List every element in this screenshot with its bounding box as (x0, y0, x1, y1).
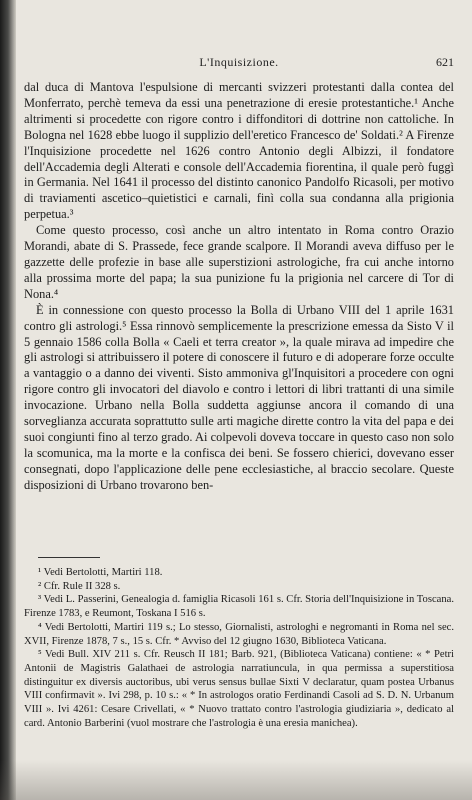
paragraph: dal duca di Mantova l'espulsione di mercanti svizzeri protestanti dalla contea del Monferrato, perchè temeva da essi una penetrazione di eresie protestantiche.¹ Anche altrimenti si procedette con rigore contro i diffonditori di dottrine non cattoliche. In Bologna nel 1628 ebbe luogo il supplizio dell'eretico Francesco de' Soldati.² A Firenze l'Inquisizione procedette nel 1626 contro Antonio degli Albizzi, il fondatore dell'Accademia degli Alterati e console dell'Accademia fiorentina, il quale però fuggì in Germania. Nel 1641 il processo del distinto canonico Pandolfo Ricasoli, per motivo di traviamenti ascetico–quietistici e carnali, finì colla sua condanna alla prigionia perpetua.³ (24, 80, 454, 222)
footnote: ⁴ Vedi Bertolotti, Martiri 119 s.; Lo stesso, Giornalisti, astrologhi e negromanti in Roma nel sec. XVII, Firenze 1878, 7 s., 15 s. Cfr. * Avviso del 12 giugno 1630, Biblioteca Vaticana. (24, 621, 454, 647)
footnote-separator (38, 557, 100, 558)
page-number: 621 (436, 55, 454, 69)
paragraph: È in connessione con questo processo la Bolla di Urbano VIII del 1 aprile 1631 contro gli astrologi.⁵ Essa rinnovò semplicemente la prescrizione emessa da Sisto V il 5 gennaio 1586 colla Bolla « Caeli et terra creator », la quale mirava ad impedire che gli astrologi si attribuissero il potere di conoscere il futuro e di adoperare forze occulte a vantaggio o a danno dei viventi. Sisto ammoniva gl'Inquisitori a procedere con ogni rigore contro gli invocatori del diavolo e contro i lettori di libri trattanti di una simile invocazione. Urbano nella Bolla suddetta aggiunse ancora il comando di una sorveglianza accurata soprattutto sulle arti magiche dirette contro la vita del papa e dei suoi congiunti fino al terzo grado. Ai colpevoli doveva toccare in questo caso non solo la scomunica, ma la morte e la confisca dei beni. Se fossero chierici, dovevano esser consegnati, dopo l'applicazione delle pene ecclesiastiche, al braccio secolare. Queste disposizioni di Urbano trovarono ben- (24, 302, 454, 492)
footnotes (24, 566, 454, 730)
footnote: ¹ Vedi Bertolotti, Martiri 118. (38, 567, 163, 578)
paragraph: Come questo processo, così anche un altro intentato in Roma contro Orazio Morandi, abate di S. Prassede, fece grande scalpore. Il Morandi aveva diffuso per le gazzette delle profezie in base alle superstizioni astrologiche, fra cui anche intorno alla prossima morte del papa; la sua punizione fu la prigionia nel carcere di Tor di Nona.⁴ (24, 223, 454, 301)
page-bottom-shade (0, 760, 472, 800)
footnote: ² Cfr. Rule II 328 s. (38, 580, 121, 592)
book-gutter-shadow (0, 0, 16, 800)
footnote: ⁵ Vedi Bull. XIV 211 s. Cfr. Reusch II 181; Barb. 921, (Biblioteca Vaticana) contiene: « * Petri Antonii de Magistris Galathaei de astrologia narratiuncula, in qua permissa a superstitiosa distinguitur ex diversis auctoribus, ubi verus sensus bullae Sixti V declaratur, quam postea Urbanus VIII confirmavit ». Ivi 298, p. 10 s.: « * In astrologos oratio Ferdinandi Casoli ad S. D. N. Urbanum VIII ». Ivi 4261: Cesare Crivellati, « * Nuovo trattato contro l'astrologia giudiziaria », dedicato al card. Antonio Barberini (vuol mostrare che l'astrologia è una eresia manichea). (24, 649, 454, 729)
main-text (24, 80, 454, 494)
running-header (24, 55, 454, 73)
running-title: L'Inquisizione. (199, 55, 279, 69)
footnote: ³ Vedi L. Passerini, Genealogia d. famiglia Ricasoli 161 s. Cfr. Storia dell'Inquisizione in Toscana. Firenze 1783, e Reumont, Toskana I 516 s. (24, 594, 454, 620)
